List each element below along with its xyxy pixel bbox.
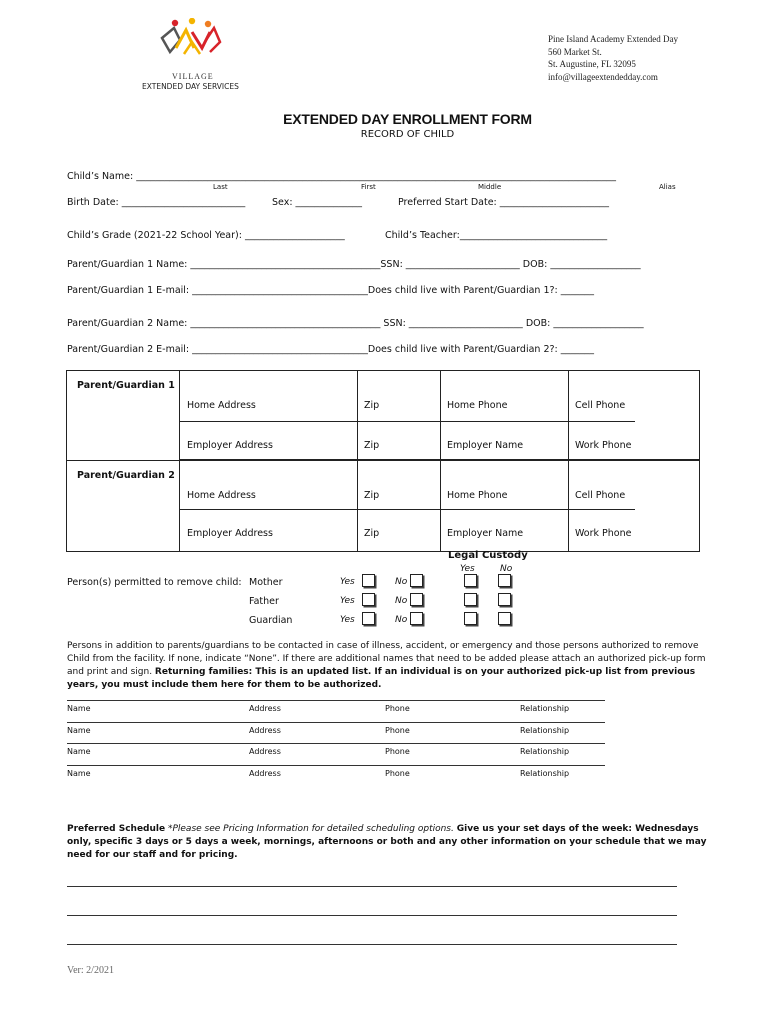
col-phone: Phone: [385, 747, 410, 756]
col-phone: Phone: [385, 769, 410, 778]
col-name: Name: [67, 769, 91, 778]
col-address: Address: [249, 726, 281, 735]
grade-field[interactable]: Child’s Grade (2021-22 School Year): _____________________: [67, 230, 345, 241]
col-name: Name: [67, 704, 91, 713]
contact-email: info@villageextendedday.com: [548, 71, 658, 82]
table-cell[interactable]: Zip: [363, 400, 380, 411]
preferred-start-field[interactable]: Preferred Start Date: _______________________: [398, 197, 610, 208]
col-address: Address: [249, 747, 281, 756]
table-cell[interactable]: Work Phone: [574, 528, 632, 539]
pg2-name-field[interactable]: Parent/Guardian 2 Name: ________________________________________ SSN: ________________________ DOB: ___________________: [67, 318, 644, 329]
col-phone: Phone: [385, 726, 410, 735]
no-label: No: [395, 596, 408, 606]
name-part-alias: Alias: [659, 183, 676, 191]
name-part-middle: Middle: [478, 183, 502, 191]
col-relationship: Relationship: [520, 747, 570, 756]
list-rule: [67, 700, 605, 701]
version-footer: Ver: 2/2021: [67, 965, 114, 976]
contact-block: [548, 33, 678, 83]
father-permitted-yes-checkbox[interactable]: [362, 593, 375, 606]
table-cell[interactable]: Zip: [363, 440, 380, 451]
table-cell[interactable]: Home Phone: [446, 400, 508, 411]
table-cell[interactable]: Employer Name: [446, 440, 524, 451]
schedule-line[interactable]: [67, 944, 677, 945]
col-name: Name: [67, 726, 91, 735]
custody-no-header: No: [500, 564, 513, 574]
table-cell[interactable]: Cell Phone: [574, 490, 626, 501]
preferred-schedule-instructions: [67, 823, 707, 862]
logo: [140, 18, 250, 94]
table-cell[interactable]: Home Address: [186, 400, 256, 411]
legal-custody-heading: Legal Custody: [448, 550, 528, 561]
childs-name-field[interactable]: Child’s Name: _____________________________________________________________________________________________________: [67, 171, 616, 182]
contact-line-1: Pine Island Academy Extended Day: [548, 34, 678, 44]
custody-yes-header: Yes: [460, 564, 475, 574]
no-label: No: [395, 615, 408, 625]
no-label: No: [395, 577, 408, 587]
schedule-line[interactable]: [67, 915, 677, 916]
table-cell[interactable]: Zip: [363, 490, 380, 501]
guardian-permitted-yes-checkbox[interactable]: [362, 612, 375, 625]
list-rule: [67, 765, 605, 766]
pg1-label: Parent/Guardian 1: [67, 371, 180, 461]
col-name: Name: [67, 747, 91, 756]
birth-date-field[interactable]: Birth Date: __________________________: [67, 197, 246, 208]
sex-field[interactable]: Sex: ______________: [272, 197, 363, 208]
contact-line-3: St. Augustine, FL 32095: [548, 59, 636, 69]
pg2-label: Parent/Guardian 2: [67, 461, 180, 552]
person-father: Father: [249, 596, 279, 607]
col-relationship: Relationship: [520, 726, 570, 735]
authorized-paragraph-text: Persons in addition to parents/guardians to be contacted in case of illness, accident, or emergency and those persons authorized to remove Child from the facility. If none, indicate “None”. If there are additional names that need to be added please attach an authorized pick-up form and print and sign.: [67, 641, 706, 677]
col-address: Address: [249, 769, 281, 778]
yes-label: Yes: [340, 615, 355, 625]
col-address: Address: [249, 704, 281, 713]
table-cell[interactable]: Home Address: [186, 490, 256, 501]
guardian-custody-no-checkbox[interactable]: [498, 612, 511, 625]
permitted-label: Person(s) permitted to remove child:: [67, 577, 242, 588]
form-title: EXTENDED DAY ENROLLMENT FORM: [283, 111, 532, 127]
table-cell[interactable]: Home Phone: [446, 490, 508, 501]
schedule-pricing-note: *Please see Pricing Information for detailed scheduling options.: [167, 824, 454, 834]
mother-permitted-no-checkbox[interactable]: [410, 574, 423, 587]
list-rule: [67, 743, 605, 744]
col-relationship: Relationship: [520, 769, 570, 778]
pg1-name-field[interactable]: Parent/Guardian 1 Name: ________________________________________SSN: ________________________ DOB: ___________________: [67, 259, 641, 270]
schedule-instructions: Give us your set days of the week: Wednesdays only, specific 3 days or 5 days a week, mornings, afternoons or both and any other information on your schedule that we may need for our staff and for pricing.: [67, 824, 707, 860]
table-cell[interactable]: Work Phone: [574, 440, 632, 451]
list-rule: [67, 722, 605, 723]
father-custody-no-checkbox[interactable]: [498, 593, 511, 606]
name-part-last: Last: [213, 183, 228, 191]
authorized-persons-instructions: [67, 640, 707, 692]
person-guardian: Guardian: [249, 615, 293, 626]
mother-custody-yes-checkbox[interactable]: [464, 574, 477, 587]
table-cell[interactable]: Zip: [363, 528, 380, 539]
name-part-first: First: [361, 183, 376, 191]
logo-name: VILLAGE: [172, 72, 214, 81]
returning-families-notice: Returning families: This is an updated list. If an individual is on your authorized pick-up list from previous years, you must include them here for them to be authorized.: [67, 667, 696, 690]
father-permitted-no-checkbox[interactable]: [410, 593, 423, 606]
table-cell[interactable]: Employer Address: [186, 528, 273, 539]
pg2-email-field[interactable]: Parent/Guardian 2 E-mail: _____________________________________Does child live with Parent/Guardian 2?: _______: [67, 344, 595, 355]
pg1-email-field[interactable]: Parent/Guardian 1 E-mail: _____________________________________Does child live with Parent/Guardian 1?: _______: [67, 285, 595, 296]
teacher-field[interactable]: Child’s Teacher:_______________________________: [385, 230, 608, 241]
col-phone: Phone: [385, 704, 410, 713]
yes-label: Yes: [340, 596, 355, 606]
guardian-permitted-no-checkbox[interactable]: [410, 612, 423, 625]
schedule-line[interactable]: [67, 886, 677, 887]
mother-permitted-yes-checkbox[interactable]: [362, 574, 375, 587]
table-cell[interactable]: Employer Address: [186, 440, 273, 451]
logo-subtitle: EXTENDED DAY SERVICES: [142, 82, 239, 91]
form-subtitle: RECORD OF CHILD: [360, 129, 455, 140]
col-relationship: Relationship: [520, 704, 570, 713]
father-custody-yes-checkbox[interactable]: [464, 593, 477, 606]
yes-label: Yes: [340, 577, 355, 587]
contact-line-2: 560 Market St.: [548, 46, 602, 57]
guardian-contacts-table: [66, 370, 700, 552]
guardian-custody-yes-checkbox[interactable]: [464, 612, 477, 625]
person-mother: Mother: [249, 577, 283, 588]
table-cell[interactable]: Cell Phone: [574, 400, 626, 411]
village-logo-icon: [140, 18, 250, 78]
table-cell[interactable]: Employer Name: [446, 528, 524, 539]
mother-custody-no-checkbox[interactable]: [498, 574, 511, 587]
schedule-label: Preferred Schedule: [67, 824, 166, 834]
